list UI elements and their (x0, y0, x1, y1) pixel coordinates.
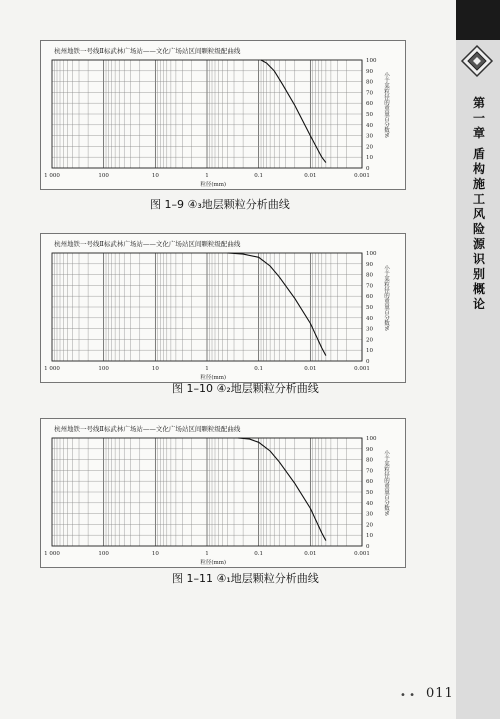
y-tick-label: 70 (366, 283, 373, 290)
x-tick-label: 10 (151, 551, 159, 557)
figure-1-10 (40, 233, 406, 383)
y-tick-label: 90 (366, 68, 373, 75)
y-tick-label: 100 (366, 251, 377, 257)
y-tick-label: 0 (366, 544, 370, 550)
chapter-title: 盾构施工风险源识别概论 (472, 147, 485, 311)
y-tick-label: 70 (366, 468, 373, 475)
chart-frame (41, 234, 406, 383)
y-tick-label: 60 (366, 479, 373, 486)
x-tick-label: 0.1 (254, 173, 264, 179)
x-axis-label: 粒径(mm) (200, 560, 227, 566)
y-tick-label: 100 (366, 58, 377, 64)
y-tick-label: 30 (366, 133, 373, 140)
x-axis-label: 粒径(mm) (200, 182, 227, 188)
x-tick-label: 10 (151, 173, 159, 179)
y-tick-label: 90 (366, 261, 373, 268)
chart-title: 杭州地铁一号线Ⅱ标武林广场站——文化广场站区间颗粒级配曲线 (54, 47, 241, 55)
x-tick-label: 0.001 (354, 551, 370, 557)
chapter-heading (468, 96, 490, 312)
y-tick-label: 80 (366, 272, 373, 279)
y-axis-label: 小于某粒径的重量百分数% (383, 450, 389, 516)
x-tick-label: 0.01 (304, 173, 317, 179)
x-tick-label: 100 (98, 551, 109, 557)
y-tick-label: 80 (366, 457, 373, 464)
y-axis-label: 小于某粒径的重量百分数% (383, 72, 389, 138)
y-tick-label: 100 (366, 436, 377, 442)
figure-1-11 (40, 418, 406, 568)
x-tick-label: 100 (98, 173, 109, 179)
chart-title: 杭州地铁一号线Ⅱ标武林广场站——文化广场站区间颗粒级配曲线 (54, 240, 241, 248)
y-tick-label: 90 (366, 446, 373, 453)
y-tick-label: 10 (366, 533, 373, 540)
y-tick-label: 0 (366, 166, 370, 172)
y-tick-label: 50 (366, 305, 373, 311)
x-tick-label: 1 000 (44, 366, 60, 372)
y-tick-label: 10 (366, 155, 373, 162)
x-tick-label: 0.1 (254, 366, 264, 372)
y-tick-label: 20 (366, 522, 373, 529)
figure-caption: 图 1–9 ④₃地层颗粒分析曲线 (150, 198, 290, 211)
x-tick-label: 1 (205, 551, 209, 557)
y-tick-label: 80 (366, 79, 373, 86)
figure-caption: 图 1–11 ④₁地层颗粒分析曲线 (172, 572, 319, 585)
y-tick-label: 30 (366, 511, 373, 518)
y-tick-label: 30 (366, 326, 373, 333)
x-tick-label: 100 (98, 366, 109, 372)
chapter-label: 第一章 (472, 96, 485, 140)
x-tick-label: 0.01 (304, 551, 317, 557)
footer-dots: • • (400, 690, 415, 701)
x-tick-label: 0.1 (254, 551, 264, 557)
x-axis-label: 粒径(mm) (200, 375, 227, 381)
y-tick-label: 40 (366, 122, 373, 129)
x-tick-label: 10 (151, 366, 159, 372)
y-axis-label: 小于某粒径的重量百分数% (383, 265, 389, 331)
chart-title: 杭州地铁一号线Ⅱ标武林广场站——文化广场站区间颗粒级配曲线 (54, 425, 241, 433)
y-tick-label: 0 (366, 359, 370, 365)
x-tick-label: 0.001 (354, 173, 370, 179)
y-tick-label: 20 (366, 337, 373, 344)
figure-1-9 (40, 40, 406, 190)
y-tick-label: 50 (366, 112, 373, 118)
y-tick-label: 60 (366, 101, 373, 108)
y-tick-label: 20 (366, 144, 373, 151)
y-tick-label: 40 (366, 315, 373, 322)
y-tick-label: 60 (366, 294, 373, 301)
x-tick-label: 1 000 (44, 551, 60, 557)
page-number: 011 (426, 686, 454, 701)
y-tick-label: 70 (366, 90, 373, 97)
figure-caption: 图 1–10 ④₂地层颗粒分析曲线 (172, 382, 319, 395)
chapter-sidebar (456, 0, 500, 719)
grain-size-chart (40, 40, 406, 190)
y-tick-label: 10 (366, 348, 373, 355)
grain-size-chart (40, 418, 406, 568)
x-tick-label: 1 (205, 366, 209, 372)
x-tick-label: 0.01 (304, 366, 317, 372)
grain-size-chart (40, 233, 406, 383)
diamond-logo-icon (460, 44, 494, 78)
y-tick-label: 40 (366, 500, 373, 507)
x-tick-label: 0.001 (354, 366, 370, 372)
x-tick-label: 1 (205, 173, 209, 179)
y-tick-label: 50 (366, 490, 373, 496)
chart-frame (41, 41, 406, 190)
x-tick-label: 1 000 (44, 173, 60, 179)
chart-frame (41, 419, 406, 568)
